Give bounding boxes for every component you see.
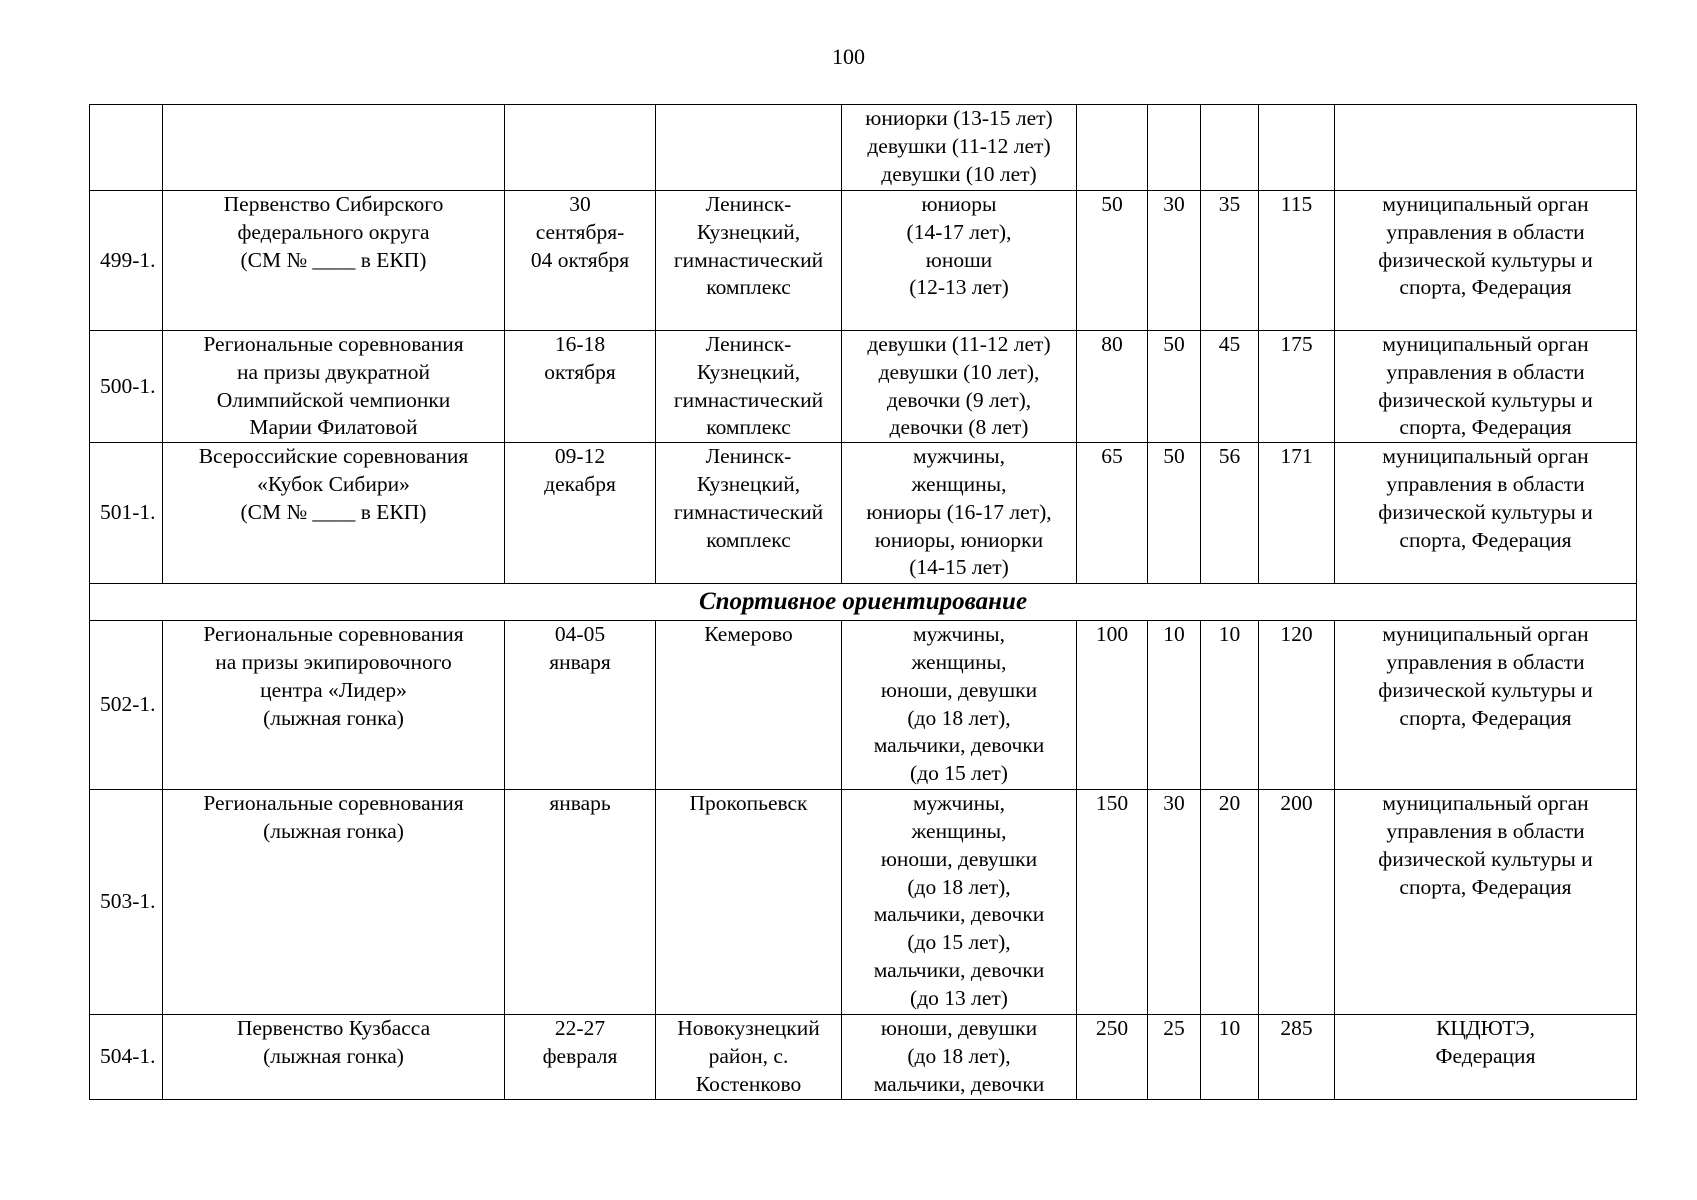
cell-count-3: 35 <box>1201 191 1259 331</box>
page-number: 100 <box>832 44 865 69</box>
cell-place: Кемерово <box>656 621 842 790</box>
cell-name: Всероссийские соревнования «Кубок Сибири» (СМ № ____ в ЕКП) <box>163 443 505 584</box>
cell-count-2: 30 <box>1148 790 1201 1015</box>
cell-dates: 22-27 февраля <box>505 1015 656 1100</box>
cell-count-1 <box>1077 105 1148 191</box>
cell-dates: 30 сентября- 04 октября <box>505 191 656 331</box>
cell-dates: 16-18 октября <box>505 331 656 443</box>
table-row <box>90 1015 1637 1100</box>
cell-organizer <box>1335 1015 1637 1100</box>
cell-organizer <box>1335 105 1637 191</box>
cell-count-3 <box>1201 105 1259 191</box>
cell-dates: 04-05 января <box>505 621 656 790</box>
cell-categories: мужчины, женщины, юноши, девушки (до 18 лет), мальчики, девочки (до 15 лет), мальчики, девочки (до 13 лет) <box>842 790 1077 1015</box>
cell-count-1: 150 <box>1077 790 1148 1015</box>
cell-total: 285 <box>1259 1015 1335 1100</box>
cell-num: 503-1. <box>90 790 163 1015</box>
cell-name: Первенство Сибирского федерального округа (СМ № ____ в ЕКП) <box>163 191 505 331</box>
cell-name: Первенство Кузбасса (лыжная гонка) <box>163 1015 505 1100</box>
cell-organizer: муниципальный орган управления в области физической культуры и спорта, Федерация <box>1335 621 1637 790</box>
section-row <box>90 584 1637 621</box>
table-row <box>90 105 1637 191</box>
section-title: Спортивное ориентирование <box>90 584 1637 621</box>
cell-num: 502-1. <box>90 621 163 790</box>
cell-count-2: 50 <box>1148 331 1201 443</box>
cell-organizer: муниципальный орган управления в области физической культуры и спорта, Федерация <box>1335 790 1637 1015</box>
cell-count-1: 50 <box>1077 191 1148 331</box>
cell-place: Ленинск- Кузнецкий, гимнастический комплекс <box>656 331 842 443</box>
table-row <box>90 621 1637 790</box>
cell-place: Ленинск- Кузнецкий, гимнастический комплекс <box>656 443 842 584</box>
cell-count-3: 10 <box>1201 621 1259 790</box>
cell-dates: январь <box>505 790 656 1015</box>
cell-categories: мужчины, женщины, юноши, девушки (до 18 лет), мальчики, девочки (до 15 лет) <box>842 621 1077 790</box>
organizer-line-1: КЦДЮТЭ, <box>1436 1016 1535 1041</box>
cell-name: Региональные соревнования на призы двукратной Олимпийской чемпионки Марии Филатовой <box>163 331 505 443</box>
cell-count-3: 20 <box>1201 790 1259 1015</box>
cell-count-1: 100 <box>1077 621 1148 790</box>
cell-place: Прокопьевск <box>656 790 842 1015</box>
cell-place: Новокузнецкий район, с. Костенково <box>656 1015 842 1100</box>
table-row <box>90 443 1637 584</box>
cell-total: 200 <box>1259 790 1335 1015</box>
cell-name: Региональные соревнования (лыжная гонка) <box>163 790 505 1015</box>
cell-count-2 <box>1148 105 1201 191</box>
cell-total: 120 <box>1259 621 1335 790</box>
cell-total: 175 <box>1259 331 1335 443</box>
table-row <box>90 191 1637 331</box>
organizer-line-2: Федерация <box>1435 1043 1536 1068</box>
cell-organizer: муниципальный орган управления в области физической культуры и спорта, Федерация <box>1335 191 1637 331</box>
events-table <box>89 104 1637 1100</box>
cell-total: 171 <box>1259 443 1335 584</box>
cell-count-1: 65 <box>1077 443 1148 584</box>
cell-count-2: 50 <box>1148 443 1201 584</box>
cell-categories: юноши, девушки (до 18 лет), мальчики, девочки <box>842 1015 1077 1100</box>
cell-total <box>1259 105 1335 191</box>
cell-count-2: 30 <box>1148 191 1201 331</box>
cell-dates: 09-12 декабря <box>505 443 656 584</box>
cell-organizer: муниципальный орган управления в области физической культуры и спорта, Федерация <box>1335 331 1637 443</box>
cell-categories: юниоры (14-17 лет), юноши (12-13 лет) <box>842 191 1077 331</box>
table-row <box>90 790 1637 1015</box>
cell-num <box>90 105 163 191</box>
cell-total: 115 <box>1259 191 1335 331</box>
cell-categories: мужчины, женщины, юниоры (16-17 лет), юниоры, юниорки (14-15 лет) <box>842 443 1077 584</box>
cell-count-3: 45 <box>1201 331 1259 443</box>
cell-count-1: 80 <box>1077 331 1148 443</box>
cell-place: Ленинск- Кузнецкий, гимнастический комплекс <box>656 191 842 331</box>
table-row <box>90 331 1637 443</box>
cell-count-2: 10 <box>1148 621 1201 790</box>
cell-num: 499-1. <box>90 191 163 331</box>
cell-count-2: 25 <box>1148 1015 1201 1100</box>
cell-count-3: 56 <box>1201 443 1259 584</box>
cell-count-1: 250 <box>1077 1015 1148 1100</box>
cell-organizer: муниципальный орган управления в области физической культуры и спорта, Федерация <box>1335 443 1637 584</box>
cell-num: 500-1. <box>90 331 163 443</box>
cell-place <box>656 105 842 191</box>
cell-name <box>163 105 505 191</box>
cell-categories: девушки (11-12 лет) девушки (10 лет), девочки (9 лет), девочки (8 лет) <box>842 331 1077 443</box>
cell-dates <box>505 105 656 191</box>
cell-categories: юниорки (13-15 лет) девушки (11-12 лет) девушки (10 лет) <box>842 105 1077 191</box>
cell-num: 501-1. <box>90 443 163 584</box>
cell-count-3: 10 <box>1201 1015 1259 1100</box>
cell-num: 504-1. <box>90 1015 163 1100</box>
cell-name: Региональные соревнования на призы экипировочного центра «Лидер» (лыжная гонка) <box>163 621 505 790</box>
